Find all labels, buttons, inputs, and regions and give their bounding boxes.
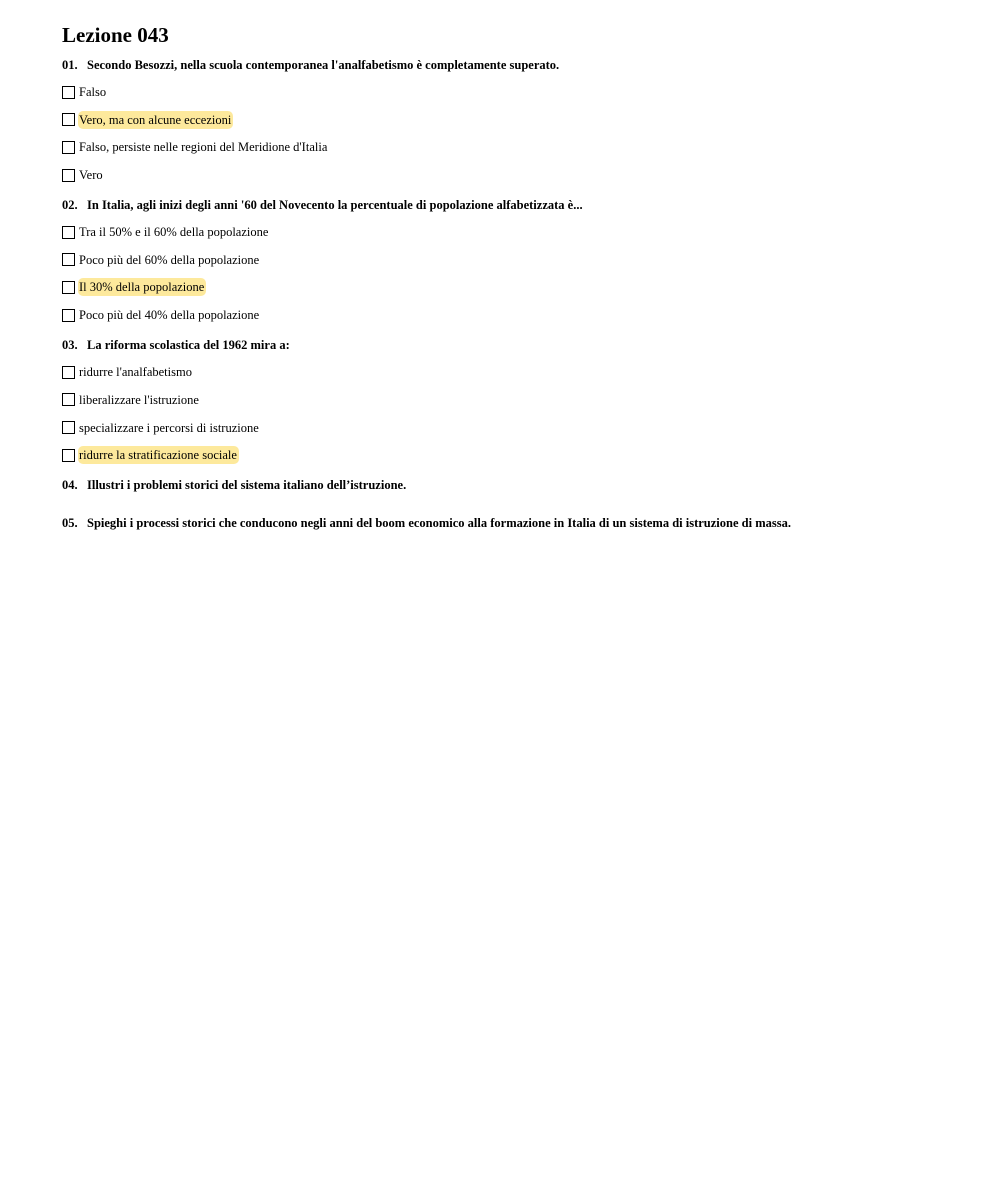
option-label-highlighted: ridurre la stratificazione sociale xyxy=(79,448,237,463)
question-02 xyxy=(62,197,962,324)
question-header xyxy=(62,477,962,493)
answer-option[interactable] xyxy=(62,223,962,241)
answer-option[interactable] xyxy=(62,363,962,381)
question-05 xyxy=(62,515,962,531)
option-label: ridurre l'analfabetismo xyxy=(79,365,192,380)
checkbox[interactable] xyxy=(62,449,75,462)
checkbox[interactable] xyxy=(62,281,75,294)
answer-option[interactable] xyxy=(62,251,962,269)
options-list xyxy=(62,223,962,324)
question-number: 02. xyxy=(62,198,78,213)
option-label: Falso xyxy=(79,85,107,99)
checkbox[interactable] xyxy=(62,169,75,182)
option-label: Poco più del 60% della popolazione xyxy=(79,252,260,267)
option-label: Poco più del 40% della popolazione xyxy=(79,308,260,323)
checkbox[interactable] xyxy=(62,309,75,322)
answer-option[interactable] xyxy=(62,419,962,437)
answer-option[interactable] xyxy=(62,306,962,324)
question-number: 04. xyxy=(62,478,78,493)
question-03 xyxy=(62,337,962,464)
checkbox[interactable] xyxy=(62,113,75,126)
checkbox[interactable] xyxy=(62,421,75,434)
page-title: Lezione 043 xyxy=(62,23,169,47)
question-text: La riforma scolastica del 1962 mira a: xyxy=(87,338,290,353)
question-text: In Italia, agli inizi degli anni '60 del Novecento la percentuale di popolazione alfabetizzata è... xyxy=(87,198,583,213)
answer-option[interactable] xyxy=(62,138,962,156)
question-number: 03. xyxy=(62,338,78,353)
question-header xyxy=(62,57,962,73)
question-01 xyxy=(62,57,962,184)
checkbox[interactable] xyxy=(62,226,75,239)
checkbox[interactable] xyxy=(62,253,75,266)
question-header xyxy=(62,515,962,531)
option-label: specializzare i percorsi di istruzione xyxy=(79,420,259,435)
lesson-page xyxy=(62,22,962,531)
checkbox[interactable] xyxy=(62,86,75,99)
question-header xyxy=(62,337,962,353)
option-label-highlighted: Vero, ma con alcune eccezioni xyxy=(79,112,232,127)
option-label: liberalizzare l'istruzione xyxy=(79,392,199,407)
answer-option[interactable] xyxy=(62,391,962,409)
question-text: Secondo Besozzi, nella scuola contemporanea l'analfabetismo è completamente superato. xyxy=(87,58,560,72)
options-list xyxy=(62,83,962,184)
question-header xyxy=(62,197,962,213)
question-number: 05. xyxy=(62,516,78,531)
option-label-highlighted: Il 30% della popolazione xyxy=(79,280,205,295)
answer-option[interactable] xyxy=(62,166,962,184)
checkbox[interactable] xyxy=(62,141,75,154)
answer-option[interactable] xyxy=(62,111,962,129)
question-text: Spieghi i processi storici che conducono negli anni del boom economico alla formazione in Italia di un sistema di istruzione di massa. xyxy=(87,516,791,531)
question-04 xyxy=(62,477,962,493)
answer-option[interactable] xyxy=(62,446,962,464)
question-number: 01. xyxy=(62,58,78,72)
answer-option[interactable] xyxy=(62,278,962,296)
question-text: Illustri i problemi storici del sistema italiano dell’istruzione. xyxy=(87,478,407,493)
options-list xyxy=(62,363,962,464)
option-label: Tra il 50% e il 60% della popolazione xyxy=(79,225,269,240)
option-label: Falso, persiste nelle regioni del Meridione d'Italia xyxy=(79,140,328,155)
checkbox[interactable] xyxy=(62,366,75,379)
answer-option[interactable] xyxy=(62,83,962,101)
option-label: Vero xyxy=(79,168,103,183)
checkbox[interactable] xyxy=(62,393,75,406)
